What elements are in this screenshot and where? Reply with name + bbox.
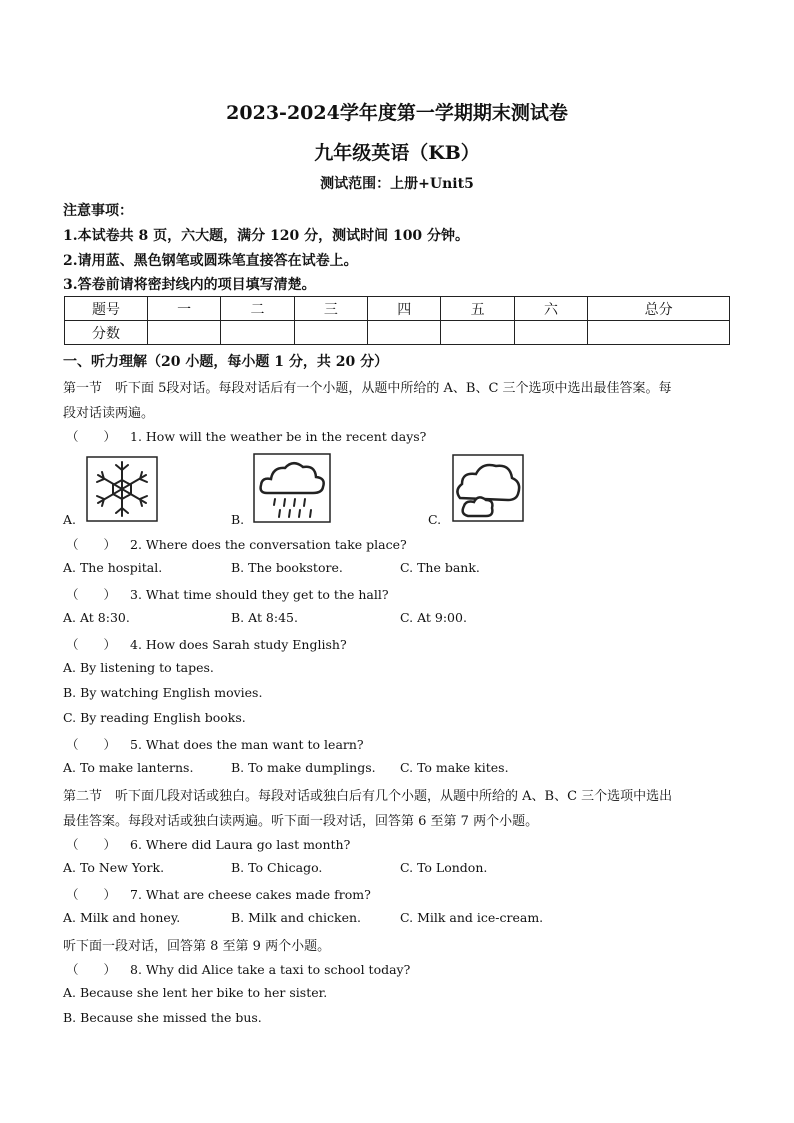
cloudy-icon — [452, 454, 524, 522]
question-text: 2. Where does the conversation take place? — [130, 537, 407, 552]
q7-option-a[interactable]: A. Milk and honey. — [63, 910, 181, 925]
q5-option-b[interactable]: B. To make dumplings. — [231, 760, 376, 775]
q4-option-a[interactable]: A. By listening to tapes. — [63, 660, 214, 675]
score-input-cell[interactable] — [368, 321, 441, 345]
part2-instruction-1: 第二节 听下面几段对话或独白。每段对话或独白后有几个小题，从题中所给的 A、B、C 三个选项中选出 — [63, 789, 673, 804]
exam-title: 2023-2024学年度第一学期期末测试卷 — [226, 102, 568, 124]
score-input-cell[interactable] — [588, 321, 730, 345]
q6-option-a[interactable]: A. To New York. — [63, 860, 165, 875]
question-text: 1. How will the weather be in the recent days? — [130, 429, 427, 444]
answer-paren[interactable]: （ ） — [66, 587, 117, 602]
score-table-header-row — [65, 297, 730, 321]
score-table — [64, 296, 730, 345]
q6-option-c[interactable]: C. To London. — [400, 860, 488, 875]
q5-option-c[interactable]: C. To make kites. — [400, 760, 509, 775]
rain-cloud-icon — [253, 453, 331, 523]
q8-option-a[interactable]: A. Because she lent her bike to her sister. — [63, 985, 328, 1000]
q1-option-c-label: C. — [428, 512, 442, 527]
score-cell: 三 — [294, 297, 367, 321]
q2-option-b[interactable]: B. The bookstore. — [231, 560, 343, 575]
q4-option-b[interactable]: B. By watching English movies. — [63, 685, 263, 700]
score-input-cell[interactable] — [148, 321, 221, 345]
answer-paren[interactable]: （ ） — [66, 887, 117, 902]
score-cell: 分数 — [65, 321, 148, 345]
score-cell: 二 — [221, 297, 294, 321]
question-5 — [66, 735, 364, 753]
question-text: 7. What are cheese cakes made from? — [130, 887, 371, 902]
question-text: 3. What time should they get to the hall? — [130, 587, 389, 602]
notice-item-3: 3.答卷前请将密封线内的项目填写清楚。 — [63, 277, 316, 293]
part1-instruction-1: 第一节 听下面 5段对话。每段对话后有一个小题，从题中所给的 A、B、C 三个选项中选出最佳答案。每 — [63, 381, 672, 396]
part2-instruction-3: 听下面一段对话，回答第 8 至第 9 两个小题。 — [63, 939, 331, 954]
score-input-cell[interactable] — [294, 321, 367, 345]
score-input-cell[interactable] — [441, 321, 514, 345]
q4-option-c[interactable]: C. By reading English books. — [63, 710, 246, 725]
question-3 — [66, 585, 389, 603]
q7-option-b[interactable]: B. Milk and chicken. — [231, 910, 361, 925]
q3-option-b[interactable]: B. At 8:45. — [231, 610, 298, 625]
answer-paren[interactable]: （ ） — [66, 537, 117, 552]
part2-instruction-2: 最佳答案。每段对话或独白读两遍。听下面一段对话，回答第 6 至第 7 两个小题。 — [63, 814, 539, 829]
part1-instruction-2: 段对话读两遍。 — [63, 406, 155, 421]
question-1 — [66, 427, 426, 445]
answer-paren[interactable]: （ ） — [66, 837, 117, 852]
notice-item-1: 1.本试卷共 8 页，六大题，满分 120 分，测试时间 100 分钟。 — [63, 228, 470, 244]
answer-paren[interactable]: （ ） — [66, 637, 117, 652]
score-input-cell[interactable] — [221, 321, 294, 345]
question-text: 4. How does Sarah study English? — [130, 637, 347, 652]
q6-option-b[interactable]: B. To Chicago. — [231, 860, 323, 875]
answer-paren[interactable]: （ ） — [66, 429, 117, 444]
score-cell: 一 — [148, 297, 221, 321]
test-range: 测试范围：上册+Unit5 — [320, 176, 474, 192]
q2-option-c[interactable]: C. The bank. — [400, 560, 480, 575]
score-input-cell[interactable] — [514, 321, 587, 345]
q3-option-a[interactable]: A. At 8:30. — [63, 610, 130, 625]
score-cell: 总分 — [588, 297, 730, 321]
score-cell: 四 — [368, 297, 441, 321]
notice-item-2: 2.请用蓝、黑色钢笔或圆珠笔直接答在试卷上。 — [63, 253, 358, 269]
question-6 — [66, 835, 350, 853]
question-text: 8. Why did Alice take a taxi to school today? — [130, 962, 411, 977]
q2-option-a[interactable]: A. The hospital. — [63, 560, 163, 575]
question-4 — [66, 635, 347, 653]
q7-option-c[interactable]: C. Milk and ice-cream. — [400, 910, 544, 925]
question-2 — [66, 535, 407, 553]
score-cell: 五 — [441, 297, 514, 321]
score-table-score-row — [65, 321, 730, 345]
score-cell: 题号 — [65, 297, 148, 321]
exam-subtitle: 九年级英语（KB） — [314, 142, 480, 164]
answer-paren[interactable]: （ ） — [66, 962, 117, 977]
q8-option-b[interactable]: B. Because she missed the bus. — [63, 1010, 262, 1025]
question-8 — [66, 960, 410, 978]
score-cell: 六 — [514, 297, 587, 321]
q1-option-a-label: A. — [63, 512, 77, 527]
section1-heading: 一、听力理解（20 小题，每小题 1 分，共 20 分） — [63, 354, 389, 370]
question-7 — [66, 885, 371, 903]
question-text: 6. Where did Laura go last month? — [130, 837, 351, 852]
q3-option-c[interactable]: C. At 9:00. — [400, 610, 467, 625]
snowflake-icon — [86, 456, 158, 522]
q1-option-b-label: B. — [231, 512, 245, 527]
answer-paren[interactable]: （ ） — [66, 737, 117, 752]
question-text: 5. What does the man want to learn? — [130, 737, 364, 752]
notice-heading: 注意事项： — [63, 203, 133, 219]
q5-option-a[interactable]: A. To make lanterns. — [63, 760, 194, 775]
